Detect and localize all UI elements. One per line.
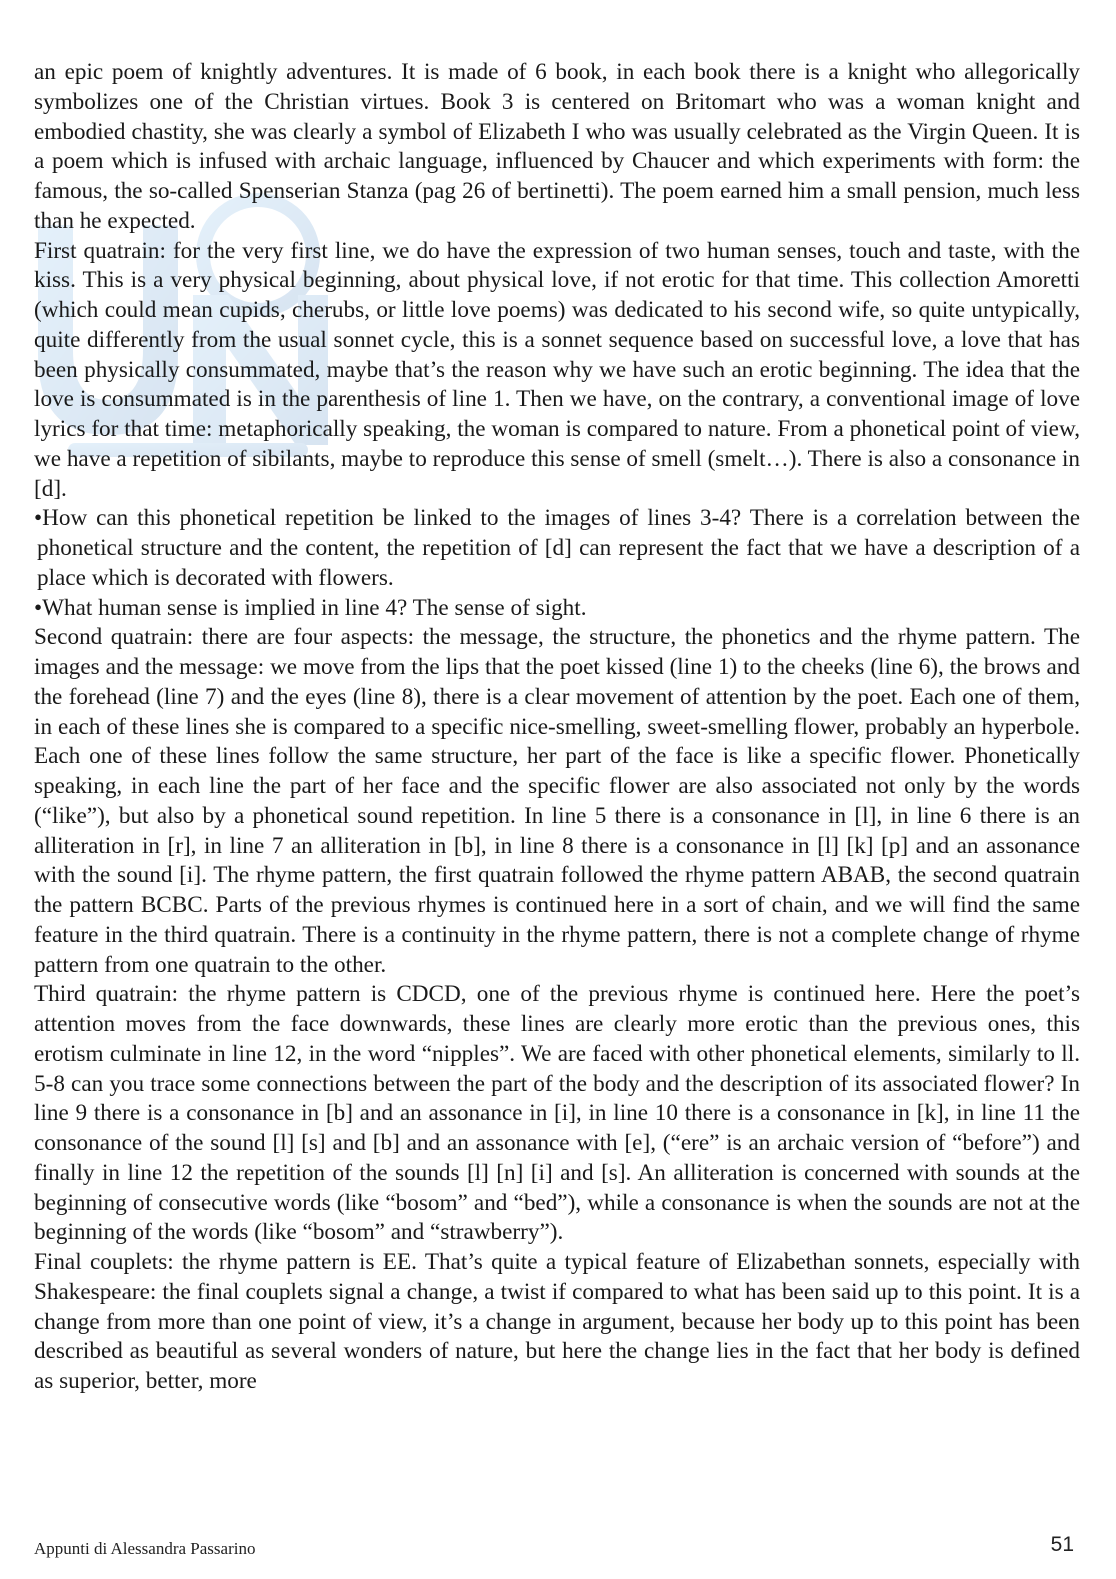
page-number: 51 bbox=[1050, 1533, 1074, 1556]
footer-author: Appunti di Alessandra Passarino bbox=[34, 1539, 256, 1558]
paragraph-epic-poem: an epic poem of knightly adventures. It is made of 6 book, in each book there is a knight who allegorically symbolizes one of the Christian virtues. Book 3 is centered on Britomart who was a woman knight and embodied chastity, she was clearly a symbol of Elizabeth I who was usually celebrated as the Virgin Queen. It is a poem which is infused with archaic language, influenced by Chaucer and which experiments with form: the famous, the so-called Spenserian Stanza (pag 26 of bertinetti). The poem earned him a small pension, much less than he expected. bbox=[34, 59, 1080, 234]
paragraph-third-quatrain: Third quatrain: the rhyme pattern is CDCD, one of the previous rhyme is continued here. Here the poet’s attention moves from the face downwards, these lines are clearly more erotic than the previous ones, this erotism culminate in line 12, in the word “nipples”. We are faced with other phonetical elements, similarly to ll. 5-8 can you trace some connections between the part of the body and the description of its associated flower? In line 9 there is a consonance in [b] and an assonance in [i], in line 10 there is a consonance in [k], in line 11 the consonance of the sound [l] [s] and [b] and an assonance with [e], (“ere” is an archaic version of “before”) and finally in line 12 the repetition of the sounds [l] [n] [i] and [s]. An alliteration is concerned with sounds at the beginning of consecutive words (like “bosom” and “bed”), while a consonance is when the sounds are not at the beginning of the words (like “bosom” and “strawberry”). bbox=[34, 981, 1080, 1246]
paragraph-first-quatrain: First quatrain: for the very first line, we do have the expression of two human senses, touch and taste, with the kiss. This is a very physical beginning, about physical love, if not erotic for that time. This collection Amoretti (which could mean cupids, cherubs, or little love poems) was dedicated to his second wife, so quite untypically, quite differently from the usual sonnet cycle, this is a sonnet sequence based on successful love, a love that has been physically consummated, maybe that’s the reason why we have such an erotic beginning. The idea that the love is consummated is in the parenthesis of line 1. Then we have, on the contrary, a conventional image of love lyrics for that time: metaphorically speaking, the woman is compared to nature. From a phonetical point of view, we have a repetition of sibilants, maybe to reproduce this sense of smell (smelt…). There is also a consonance in [d]. bbox=[34, 237, 1080, 502]
body-text bbox=[34, 58, 1080, 1397]
paragraph-question-sense: •What human sense is implied in line 4? The sense of sight. bbox=[34, 594, 587, 621]
paragraph-question-phonetical: •How can this phonetical repetition be linked to the images of lines 3-4? There is a correlation between the phonetical structure and the content, the repetition of [d] can represent the fact that we have a description of a place which is decorated with flowers. bbox=[34, 505, 1080, 591]
paragraph-final-couplets: Final couplets: the rhyme pattern is EE. That’s quite a typical feature of Elizabethan sonnets, especially with Shakespeare: the final couplets signal a change, a twist if compared to what has been said up to this point. It is a change from more than one point of view, it’s a change in argument, because her body up to this point has been described as beautiful as several wonders of nature, but here the change lies in the fact that her body is defined as superior, better, more bbox=[34, 1249, 1080, 1394]
paragraph-second-quatrain: Second quatrain: there are four aspects: the message, the structure, the phonetics and the rhyme pattern. The images and the message: we move from the lips that the poet kissed (line 1) to the cheeks (line 6), the brows and the forehead (line 7) and the eyes (line 8), there is a clear movement of attention by the poet. Each one of them, in each of these lines she is compared to a specific nice-smelling, sweet-smelling flower, probably an hyperbole. Each one of these lines follow the same structure, her part of the face is like a specific flower. Phonetically speaking, in each line the part of her face and the specific flower are also associated not only by the words (“like”), but also by a phonetical sound repetition. In line 5 there is a consonance in [l], in line 6 there is an alliteration in [r], in line 7 an alliteration in [b], in line 8 there is a consonance in [l] [k] [p] and an assonance with the sound [i]. The rhyme pattern, the first quatrain followed the rhyme pattern ABAB, the second quatrain the pattern BCBC. Parts of the previous rhymes is continued here in a sort of chain, and we will find the same feature in the third quatrain. There is a continuity in the rhyme pattern, there is not a complete change of rhyme pattern from one quatrain to the other. bbox=[34, 624, 1080, 978]
